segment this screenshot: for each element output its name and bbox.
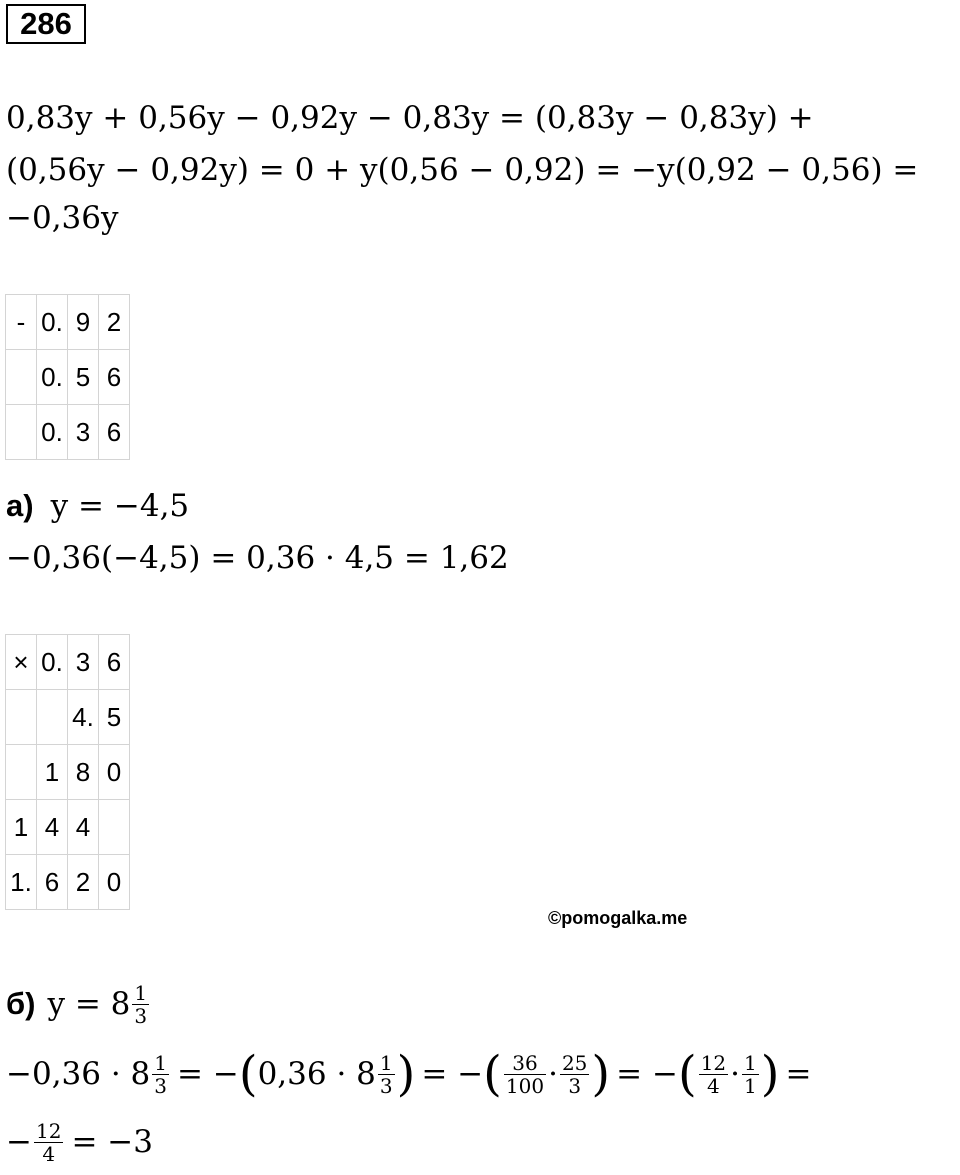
expr-text: = − — [177, 1056, 239, 1092]
numerator: 1 — [744, 1050, 757, 1075]
part-b-calc-line-2 — [6, 1114, 153, 1170]
mul-cell: 5 — [99, 690, 130, 745]
numerator: 1 — [154, 1050, 168, 1075]
part-b-given — [6, 980, 151, 1028]
sub-cell: 9 — [68, 295, 99, 350]
mul-cell: 6 — [37, 855, 68, 910]
mul-cell: 4 — [68, 800, 99, 855]
sub-cell: 6 — [99, 405, 130, 460]
dot-operator: · — [730, 1056, 740, 1092]
expr-text: 0,36 · 8 — [257, 1056, 376, 1092]
mul-cell: 8 — [68, 745, 99, 800]
intro-line-3: −0,36y — [6, 200, 119, 236]
expr-text: −0,36 · 8 — [6, 1056, 151, 1092]
numerator: 1 — [134, 980, 148, 1005]
mul-row-3 — [6, 745, 130, 800]
sub-cell: - — [6, 295, 37, 350]
fraction — [742, 1052, 759, 1097]
mul-row-1 — [6, 635, 130, 690]
part-a-value: y = −4,5 — [50, 488, 190, 524]
mul-cell: 1. — [6, 855, 37, 910]
part-b-label: б) — [6, 986, 36, 1021]
dot-operator: · — [548, 1056, 558, 1092]
left-paren: ( — [483, 1046, 502, 1102]
sub-cell: 2 — [99, 295, 130, 350]
part-b-value: y = 8 — [47, 986, 131, 1022]
mul-cell — [99, 800, 130, 855]
part-a-calc: −0,36(−4,5) = 0,36 · 4,5 = 1,62 — [6, 540, 509, 576]
denominator: 1 — [744, 1073, 757, 1098]
sub-cell — [6, 350, 37, 405]
mul-cell: 2 — [68, 855, 99, 910]
sub-cell: 6 — [99, 350, 130, 405]
subtraction-table — [5, 294, 130, 460]
fraction — [560, 1052, 589, 1097]
mul-cell: 6 — [99, 635, 130, 690]
denominator: 4 — [707, 1073, 720, 1098]
fraction — [504, 1052, 546, 1097]
expr-text: = −3 — [71, 1124, 153, 1160]
denominator: 3 — [379, 1073, 393, 1098]
denominator: 3 — [154, 1073, 168, 1098]
sub-cell: 0. — [37, 295, 68, 350]
mul-cell: 4. — [68, 690, 99, 745]
mul-cell: 1 — [37, 745, 68, 800]
expr-text: = − — [421, 1056, 484, 1092]
fraction — [152, 1052, 169, 1097]
numerator: 1 — [379, 1050, 393, 1075]
mul-cell — [6, 690, 37, 745]
sub-cell: 0. — [37, 405, 68, 460]
part-a-given — [6, 486, 189, 526]
intro-line-2: (0,56y − 0,92y) = 0 + y(0,56 − 0,92) = −y(0,92 − 0,56) = — [6, 152, 919, 188]
numerator: 12 — [700, 1050, 727, 1075]
fraction — [699, 1052, 728, 1097]
left-paren: ( — [238, 1046, 258, 1102]
intro-line-1: 0,83y + 0,56y − 0,92y − 0,83y = (0,83y − 0,83y) + — [6, 100, 814, 136]
sub-row-1 — [6, 295, 130, 350]
mul-cell — [37, 690, 68, 745]
mul-cell — [6, 745, 37, 800]
expr-text: = − — [616, 1056, 678, 1092]
sub-row-result — [6, 405, 130, 460]
expr-text: − — [6, 1124, 32, 1160]
mul-cell: 3 — [68, 635, 99, 690]
part-a-label: а) — [6, 488, 34, 523]
sub-cell — [6, 405, 37, 460]
multiplication-table — [5, 634, 130, 910]
sub-cell: 3 — [68, 405, 99, 460]
left-paren: ( — [677, 1046, 697, 1102]
denominator: 3 — [134, 1003, 148, 1028]
mul-row-result — [6, 855, 130, 910]
fraction — [378, 1052, 395, 1097]
mul-cell: × — [6, 635, 37, 690]
mul-cell: 0. — [37, 635, 68, 690]
numerator: 36 — [504, 1052, 546, 1075]
sub-row-2 — [6, 350, 130, 405]
mul-cell: 4 — [37, 800, 68, 855]
right-paren: ) — [396, 1046, 416, 1102]
mul-cell: 1 — [6, 800, 37, 855]
denominator: 4 — [42, 1141, 56, 1166]
mul-row-2 — [6, 690, 130, 745]
sub-cell: 5 — [68, 350, 99, 405]
numerator: 25 — [561, 1050, 588, 1075]
fraction — [34, 1120, 63, 1165]
part-b-calc-line-1 — [6, 1046, 811, 1102]
denominator: 100 — [505, 1073, 545, 1098]
mul-cell: 0 — [99, 745, 130, 800]
watermark: ©pomogalka.me — [548, 908, 688, 928]
right-paren: ) — [760, 1046, 780, 1102]
denominator: 3 — [568, 1073, 582, 1098]
numerator: 12 — [35, 1118, 62, 1143]
fraction — [132, 982, 149, 1027]
problem-number: 286 — [6, 4, 86, 44]
mul-row-4 — [6, 800, 130, 855]
right-paren: ) — [591, 1046, 611, 1102]
mul-cell: 0 — [99, 855, 130, 910]
expr-text: = — [785, 1056, 812, 1092]
sub-cell: 0. — [37, 350, 68, 405]
